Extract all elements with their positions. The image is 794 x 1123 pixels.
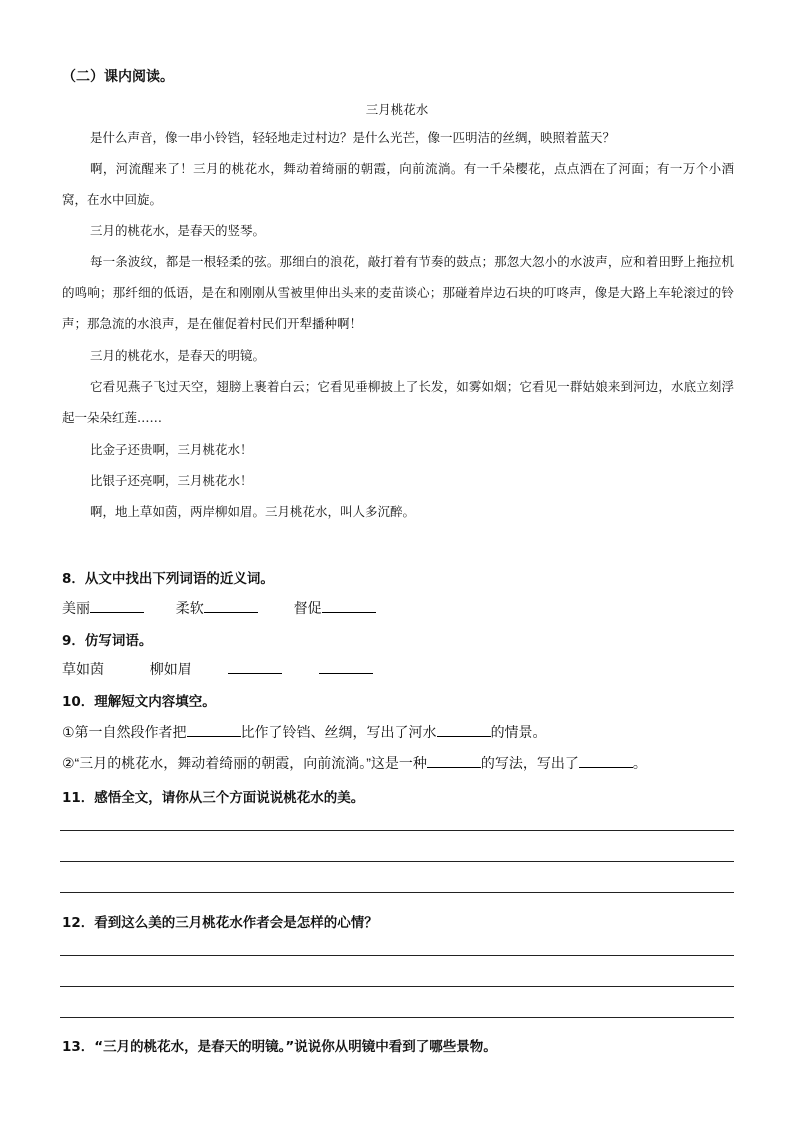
example-word-2: 柳如眉 — [149, 661, 192, 677]
answer-blank[interactable] — [579, 753, 633, 768]
question-13-title: 13．“三月的桃花水，是春天的明镜。”说说你从明镜中看到了哪些景物。 — [62, 1039, 497, 1055]
q10-line2-text-b: 的写法，写出了 — [480, 755, 579, 771]
paragraph-4: 每一条波纹，都是一根轻柔的弦。那细白的浪花，敲打着有节奏的鼓点；那忽大忽小的水波声，应和着田野上拖拉机的鸣响；那纤细的低语，是在和刚刚从雪被里伸出头来的麦苗谈心；那碰着岸边石块的叮咚声，像是大路上车轮滚过的铃声；那急流的水浪声，是在催促着村民们开犁播种啊！ — [62, 254, 734, 331]
example-word-1: 草如茵 — [62, 661, 104, 677]
question-11-title: 11．感悟全文，请你从三个方面说说桃花水的美。 — [62, 790, 365, 806]
answer-blank[interactable] — [187, 722, 241, 737]
question-10-line-2 — [62, 753, 647, 773]
answer-blank[interactable] — [322, 598, 376, 613]
paragraph-9: 啊，地上草如茵，两岸柳如眉。三月桃花水，叫人多沉醉。 — [90, 504, 416, 519]
answer-line[interactable] — [60, 1017, 734, 1018]
question-9-answers — [62, 659, 373, 679]
q10-line1-text-a: ①第一自然段作者把 — [62, 724, 187, 740]
paragraph-1: 是什么声音，像一串小铃铛，轻轻地走过村边？是什么光芒，像一匹明洁的丝绸，映照着蓝天？ — [90, 130, 616, 145]
paragraph-7: 比金子还贵啊，三月桃花水！ — [90, 442, 253, 457]
paragraph-2: 啊，河流醒来了！三月的桃花水，舞动着绮丽的朝霞，向前流淌。有一千朵樱花，点点洒在了河面；有一万个小酒窝，在水中回旋。 — [62, 161, 734, 207]
poem-title: 三月桃花水 — [365, 102, 429, 117]
answer-line[interactable] — [60, 986, 734, 987]
answer-line[interactable] — [60, 830, 734, 831]
paragraph-6: 它看见燕子飞过天空，翅膀上裹着白云；它看见垂柳披上了长发，如雾如烟；它看见一群姑娘来到河边，水底立刻浮起一朵朵红莲…… — [62, 379, 734, 425]
answer-blank[interactable] — [228, 659, 282, 674]
question-12-title: 12．看到这么美的三月桃花水作者会是怎样的心情？ — [62, 915, 378, 931]
question-8-title: 8．从文中找出下列词语的近义词。 — [62, 571, 274, 587]
answer-line[interactable] — [60, 861, 734, 862]
question-8-answers — [62, 598, 376, 618]
word-duchu: 督促 — [293, 600, 322, 616]
answer-blank[interactable] — [319, 659, 373, 674]
paragraph-3: 三月的桃花水，是春天的竖琴。 — [90, 223, 266, 238]
q10-line1-text-c: 的情景。 — [490, 724, 547, 740]
question-9-title: 9．仿写词语。 — [62, 633, 153, 649]
q10-line1-text-b: 比作了铃铛、丝绸，写出了河水 — [240, 724, 437, 740]
word-meili: 美丽 — [62, 600, 90, 616]
section-heading: （二）课内阅读。 — [62, 69, 174, 85]
answer-blank[interactable] — [90, 598, 144, 613]
q10-line2-text-a: ②“三月的桃花水，舞动着绮丽的朝霞，向前流淌。”这是一种 — [62, 755, 427, 771]
answer-blank[interactable] — [427, 753, 481, 768]
answer-line[interactable] — [60, 892, 734, 893]
paragraph-5: 三月的桃花水，是春天的明镜。 — [90, 348, 266, 363]
question-10-title: 10．理解短文内容填空。 — [62, 694, 216, 710]
answer-line[interactable] — [60, 955, 734, 956]
answer-blank[interactable] — [204, 598, 258, 613]
answer-blank[interactable] — [437, 722, 491, 737]
question-10-line-1 — [62, 722, 547, 742]
paragraph-8: 比银子还亮啊，三月桃花水！ — [90, 473, 253, 488]
word-rouruan: 柔软 — [175, 600, 204, 616]
q10-line2-text-c: 。 — [632, 755, 647, 771]
